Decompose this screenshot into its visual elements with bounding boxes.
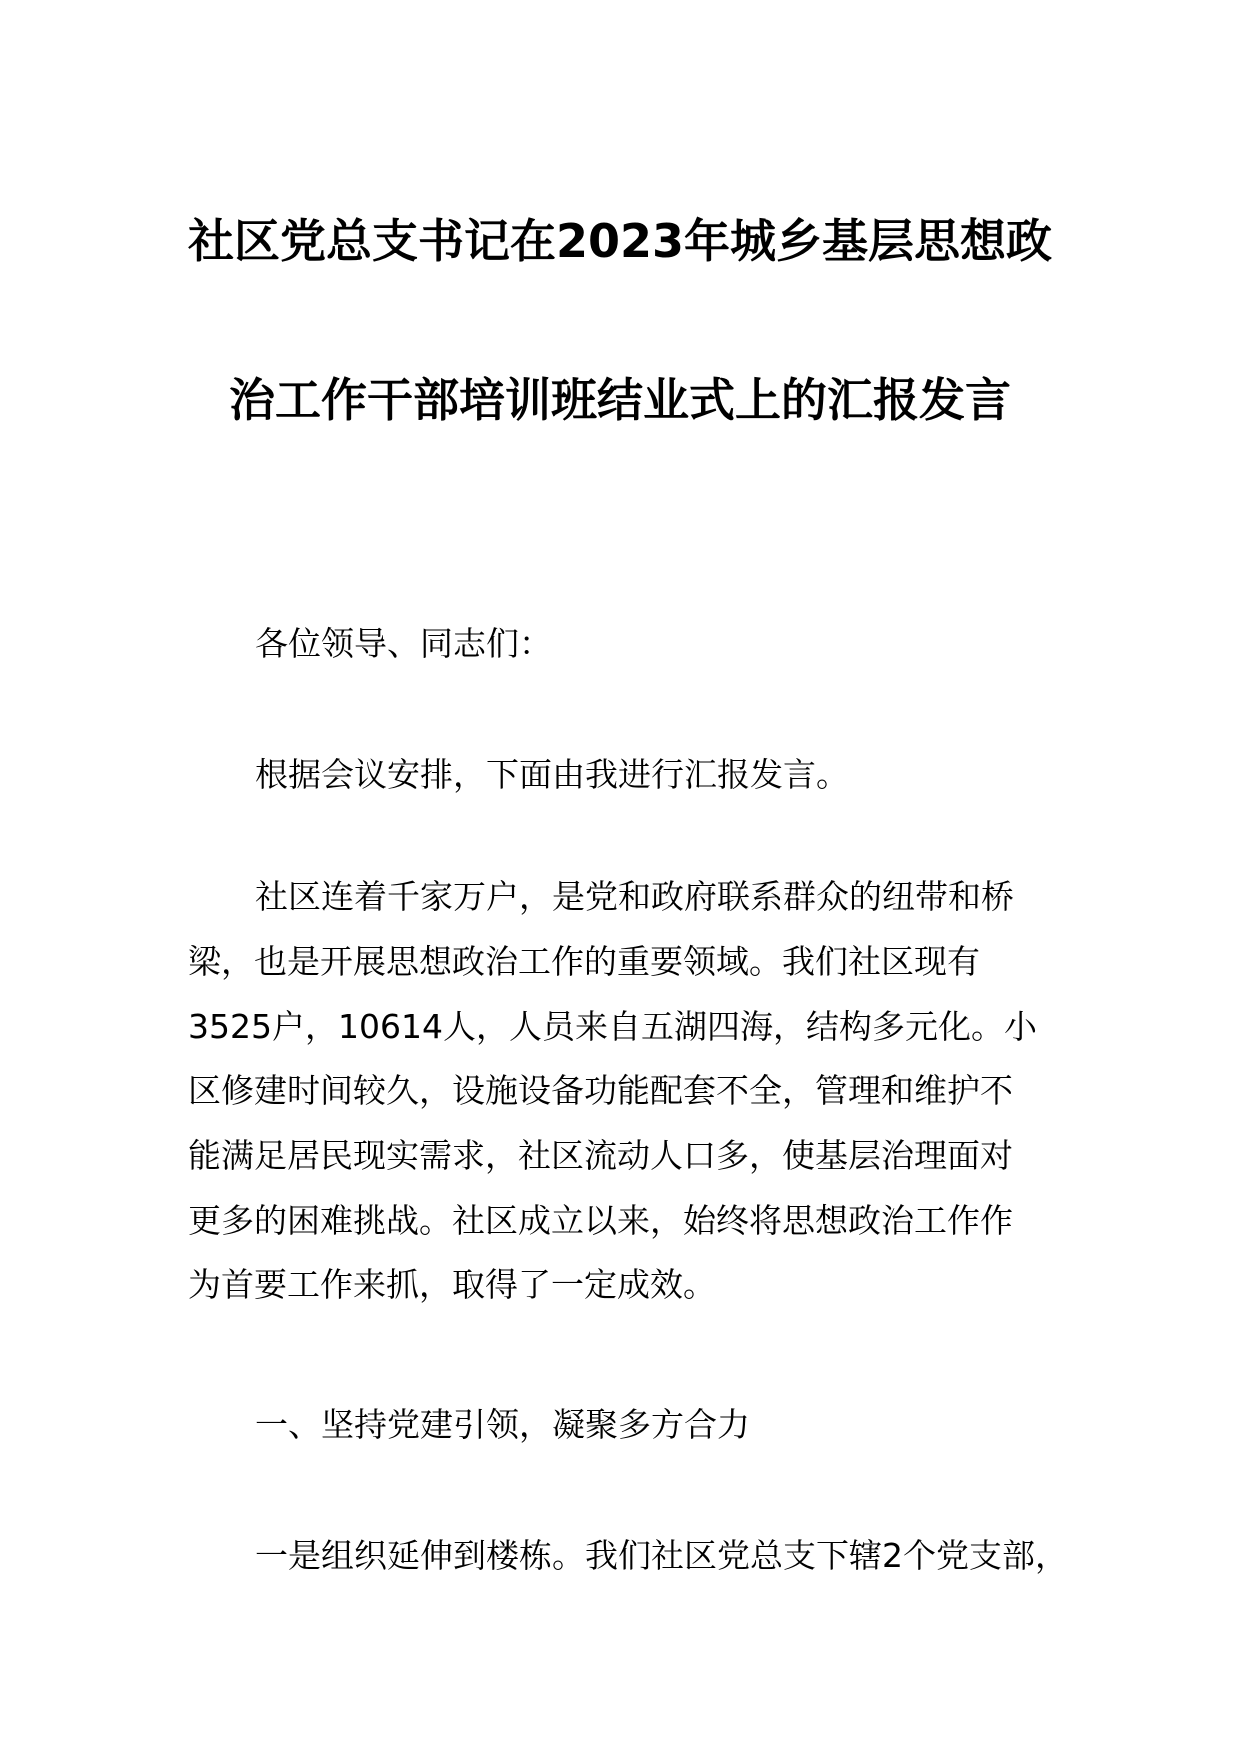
community-paragraph-line-6: 更多的困难挑战。社区成立以来，始终将思想政治工作作 xyxy=(188,1201,1013,1240)
community-paragraph-line-3: 3525户，10614人，人员来自五湖四海，结构多元化。小 xyxy=(188,1007,1037,1046)
greeting-line: 各位领导、同志们： xyxy=(255,624,552,663)
community-paragraph-line-5: 能满足居民现实需求，社区流动人口多，使基层治理面对 xyxy=(188,1136,1013,1175)
document-title-line-1: 社区党总支书记在2023年城乡基层思想政 xyxy=(187,214,1053,268)
community-paragraph-line-1: 社区连着千家万户，是党和政府联系群众的纽带和桥 xyxy=(255,877,1014,916)
intro-paragraph: 根据会议安排，下面由我进行汇报发言。 xyxy=(255,755,849,794)
section-heading: 一、坚持党建引领，凝聚多方合力 xyxy=(255,1405,750,1444)
document-title-line-2: 治工作干部培训班结业式上的汇报发言 xyxy=(229,373,1011,427)
community-paragraph-line-4: 区修建时间较久，设施设备功能配套不全，管理和维护不 xyxy=(188,1071,1013,1110)
first-point-paragraph: 一是组织延伸到楼栋。我们社区党总支下辖2个党支部， xyxy=(255,1536,1068,1575)
community-paragraph-line-7: 为首要工作来抓，取得了一定成效。 xyxy=(188,1265,716,1304)
community-paragraph-line-2: 梁，也是开展思想政治工作的重要领域。我们社区现有 xyxy=(188,942,980,981)
